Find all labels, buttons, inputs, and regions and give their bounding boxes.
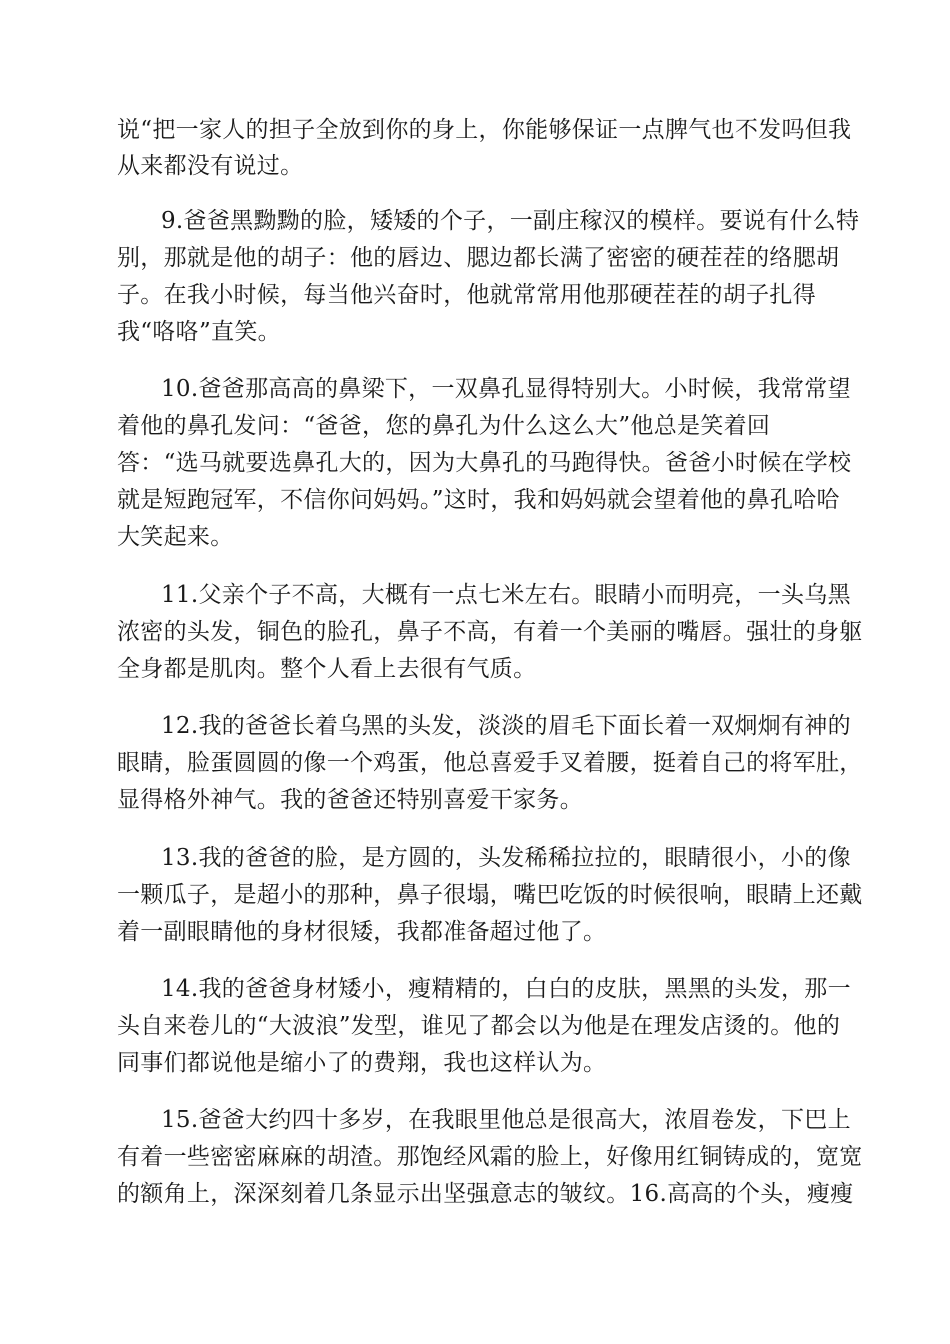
text-line: 一颗瓜子，是超小的那种，鼻子很塌，嘴巴吃饭的时候很响，眼睛上还戴 bbox=[117, 882, 863, 908]
text-line: 着他的鼻孔发问：“爸爸，您的鼻孔为什么这么大”他总是笑着回 bbox=[117, 413, 771, 439]
text-line: 的额角上，深深刻着几条显示出坚强意志的皱纹。16.高高的个头，瘦瘦 bbox=[117, 1181, 854, 1207]
paragraph-10-line: 10.爸爸那高高的鼻梁下，一双鼻孔显得特别大。小时候，我常常望 bbox=[161, 376, 851, 402]
paragraph-9-line: 9.爸爸黑黝黝的脸，矮矮的个子，一副庄稼汉的模样。要说有什么特 bbox=[161, 208, 860, 234]
text-line: 我“咯咯”直笑。 bbox=[117, 319, 281, 345]
text-line: 子。在我小时候，每当他兴奋时，他就常常用他那硬茬茬的胡子扎得 bbox=[117, 282, 816, 308]
text-line: 浓密的头发，铜色的脸孔，鼻子不高，有着一个美丽的嘴唇。强壮的身躯 bbox=[117, 619, 863, 645]
text-line: 大笑起来。 bbox=[117, 524, 234, 550]
text-line: 有着一些密密麻麻的胡渣。那饱经风霜的脸上，好像用红铜铸成的，宽宽 bbox=[117, 1144, 863, 1170]
text-line: 别，那就是他的胡子：他的唇边、腮边都长满了密密的硬茬茬的络腮胡 bbox=[117, 245, 840, 271]
paragraph-13-line: 13.我的爸爸的脸，是方圆的，头发稀稀拉拉的，眼睛很小，小的像 bbox=[161, 845, 851, 871]
paragraph-12-line: 12.我的爸爸长着乌黑的头发，淡淡的眉毛下面长着一双炯炯有神的 bbox=[161, 713, 851, 739]
paragraph-14-line: 14.我的爸爸身材矮小，瘦精精的，白白的皮肤，黑黑的头发，那一 bbox=[161, 976, 851, 1002]
paragraph-11-line: 11.父亲个子不高，大概有一点七米左右。眼睛小而明亮，一头乌黑 bbox=[161, 582, 851, 608]
text-line: 眼睛，脸蛋圆圆的像一个鸡蛋，他总喜爱手叉着腰，挺着自己的将军肚， bbox=[117, 750, 863, 776]
text-line: 着一副眼睛他的身材很矮，我都准备超过他了。 bbox=[117, 919, 607, 945]
text-line: 答：“选马就要选鼻孔大的，因为大鼻孔的马跑得快。爸爸小时候在学校 bbox=[117, 450, 852, 476]
text-line: 头自来卷儿的“大波浪”发型，谁见了都会以为他是在理发店烫的。他的 bbox=[117, 1013, 841, 1039]
text-line: 就是短跑冠军，不信你问妈妈。”这时，我和妈妈就会望着他的鼻孔哈哈 bbox=[117, 487, 840, 513]
text-line: 从来都没有说过。 bbox=[117, 153, 304, 179]
text-line: 说“把一家人的担子全放到你的身上，你能够保证一点脾气也不发吗但我 bbox=[117, 117, 852, 143]
text-line: 全身都是肌肉。整个人看上去很有气质。 bbox=[117, 656, 537, 682]
text-line: 显得格外神气。我的爸爸还特别喜爱干家务。 bbox=[117, 787, 583, 813]
paragraph-15-line: 15.爸爸大约四十多岁，在我眼里他总是很高大，浓眉卷发，下巴上 bbox=[161, 1107, 851, 1133]
text-line: 同事们都说他是缩小了的费翔，我也这样认为。 bbox=[117, 1050, 607, 1076]
